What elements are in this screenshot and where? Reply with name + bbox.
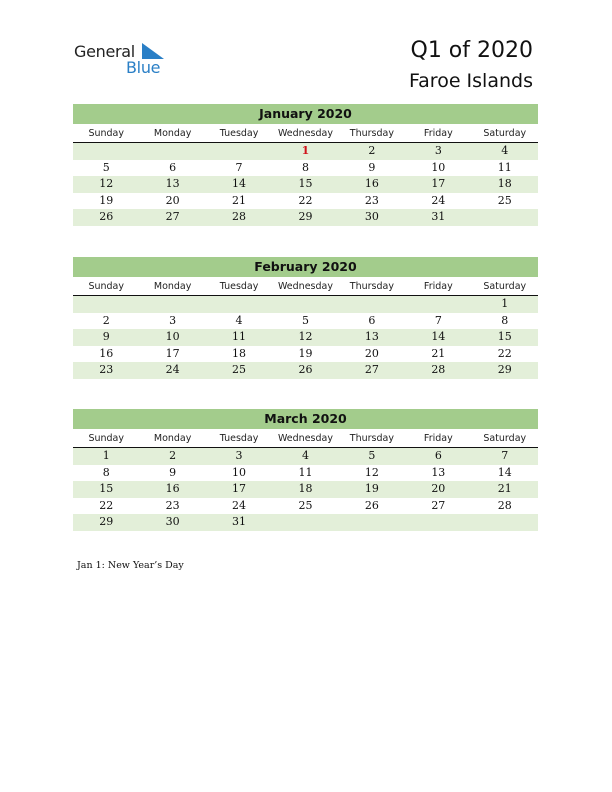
weekday-label: Friday: [423, 281, 453, 292]
day-cell: 6: [368, 313, 376, 327]
day-cell: 9: [368, 160, 376, 174]
day-cell: 14: [232, 177, 247, 190]
weekday-label: Sunday: [88, 433, 124, 444]
month-january: [73, 104, 538, 226]
day-cell: 19: [298, 346, 313, 360]
weekday-label: Sunday: [88, 281, 124, 292]
week-row: [73, 465, 538, 482]
day-cell: 18: [298, 482, 313, 495]
day-cell: 4: [501, 144, 509, 157]
day-cell: 31: [232, 515, 247, 528]
weekday-label: Saturday: [483, 128, 527, 139]
day-cell: 15: [298, 177, 313, 190]
day-cell: [405, 514, 471, 531]
day-cell: 28: [497, 498, 512, 512]
day-cell: 27: [364, 363, 379, 376]
month-title: February 2020: [73, 257, 538, 277]
day-cell: 1: [501, 297, 509, 310]
day-cell: 18: [232, 346, 247, 360]
day-cell: 30: [165, 515, 180, 528]
day-cell: 1: [102, 449, 110, 462]
day-cell: 19: [364, 482, 379, 495]
weekday-label: Monday: [153, 433, 192, 444]
weekday-label: Saturday: [483, 433, 527, 444]
day-cell: [339, 296, 405, 313]
day-cell: 12: [99, 177, 114, 190]
day-cell: 27: [165, 210, 180, 223]
week-row: [73, 313, 538, 330]
day-cell: [405, 296, 471, 313]
week-row: [73, 193, 538, 210]
day-cell: 29: [298, 210, 313, 223]
day-cell: 23: [99, 363, 114, 376]
day-cell: 23: [165, 498, 180, 512]
day-cell: 30: [364, 210, 379, 223]
day-cell: 7: [434, 313, 442, 327]
day-cell: [206, 143, 272, 160]
day-cell: 25: [497, 193, 512, 207]
day-cell: 10: [232, 465, 247, 479]
day-cell: 5: [102, 160, 110, 174]
day-cell: 11: [497, 160, 512, 174]
weekday-label: Tuesday: [219, 433, 259, 444]
day-cell: [206, 296, 272, 313]
day-cell: 22: [99, 498, 114, 512]
weekday-label: Tuesday: [219, 281, 259, 292]
day-cell: [472, 514, 538, 531]
weekday-label: Saturday: [483, 281, 527, 292]
day-cell: 29: [497, 363, 512, 376]
weekday-label: Monday: [153, 281, 192, 292]
day-cell: 20: [364, 346, 379, 360]
week-row: [73, 329, 538, 346]
day-cell: 10: [431, 160, 446, 174]
day-cell: 12: [364, 465, 379, 479]
weekday-label: Wednesday: [277, 433, 333, 444]
day-cell: 15: [99, 482, 114, 495]
week-row: [73, 160, 538, 177]
weekday-label: Wednesday: [277, 281, 333, 292]
day-cell: 8: [102, 465, 110, 479]
day-cell: 9: [102, 330, 110, 343]
day-cell: 24: [431, 193, 446, 207]
day-cell: 6: [169, 160, 177, 174]
weekday-label: Thursday: [349, 433, 394, 444]
day-cell: 21: [497, 482, 512, 495]
weekday-label: Friday: [423, 433, 453, 444]
day-cell: 27: [431, 498, 446, 512]
holiday-note: Jan 1: New Year’s Day: [77, 560, 184, 571]
day-cell: 20: [431, 482, 446, 495]
week-row: [73, 346, 538, 363]
brand-name-blue: Blue: [126, 58, 161, 77]
day-cell: 26: [99, 210, 114, 223]
day-cell: 3: [235, 449, 243, 462]
weekday-label: Sunday: [88, 128, 124, 139]
day-cell: [339, 514, 405, 531]
month-title: March 2020: [73, 409, 538, 429]
day-cell: 16: [165, 482, 180, 495]
week-row: [73, 176, 538, 193]
day-cell: [272, 296, 338, 313]
month-march: [73, 409, 538, 531]
day-cell: 7: [501, 449, 509, 462]
day-cell: 26: [298, 363, 313, 376]
day-cell: 2: [102, 313, 110, 327]
day-cell: 24: [165, 363, 180, 376]
weekday-label: Thursday: [349, 128, 394, 139]
day-cell: 3: [169, 313, 177, 327]
day-cell: 13: [364, 330, 379, 343]
day-cell: 29: [99, 515, 114, 528]
holiday-day-cell: 1: [301, 144, 310, 157]
weekday-label: Thursday: [349, 281, 394, 292]
day-cell: 24: [232, 498, 247, 512]
day-cell: [139, 143, 205, 160]
day-cell: [73, 296, 139, 313]
day-cell: 8: [501, 313, 509, 327]
day-cell: 2: [368, 144, 376, 157]
week-row: [73, 498, 538, 515]
month-title: January 2020: [73, 104, 538, 124]
weekday-label: Wednesday: [277, 128, 333, 139]
day-cell: 17: [165, 346, 180, 360]
day-cell: 22: [497, 346, 512, 360]
day-cell: 28: [431, 363, 446, 376]
day-cell: 31: [431, 210, 446, 223]
day-cell: 11: [298, 465, 313, 479]
weekday-label: Monday: [153, 128, 192, 139]
day-cell: 4: [235, 313, 243, 327]
page-title: Q1 of 2020: [410, 38, 533, 63]
day-cell: 8: [301, 160, 309, 174]
day-cell: 25: [298, 498, 313, 512]
week-row: [73, 362, 538, 379]
day-cell: 9: [169, 465, 177, 479]
weekday-header-row: [73, 431, 538, 448]
day-cell: 25: [232, 363, 247, 376]
day-cell: 19: [99, 193, 114, 207]
day-cell: 17: [431, 177, 446, 190]
day-cell: 16: [364, 177, 379, 190]
day-cell: 21: [431, 346, 446, 360]
day-cell: 23: [364, 193, 379, 207]
brand-triangle-icon: [142, 43, 164, 59]
day-cell: 20: [165, 193, 180, 207]
day-cell: 13: [431, 465, 446, 479]
brand-logo: [74, 42, 174, 78]
weekday-label: Tuesday: [219, 128, 259, 139]
week-row: [73, 481, 538, 498]
day-cell: 16: [99, 346, 114, 360]
brand-name-general: General: [74, 42, 135, 61]
month-february: [73, 257, 538, 379]
day-cell: 6: [434, 449, 442, 462]
day-cell: [272, 514, 338, 531]
week-row: [73, 514, 538, 531]
weekday-label: Friday: [423, 128, 453, 139]
day-cell: 26: [364, 498, 379, 512]
day-cell: 13: [165, 177, 180, 190]
day-cell: 5: [301, 313, 309, 327]
day-cell: 17: [232, 482, 247, 495]
page-subtitle: Faroe Islands: [408, 70, 533, 92]
day-cell: [73, 143, 139, 160]
day-cell: 28: [232, 210, 247, 223]
week-row: [73, 296, 538, 313]
week-row: [73, 448, 538, 465]
day-cell: 3: [434, 144, 442, 157]
week-row: [73, 209, 538, 226]
day-cell: 12: [298, 330, 313, 343]
day-cell: 5: [368, 449, 376, 462]
day-cell: 14: [497, 465, 512, 479]
day-cell: 10: [165, 330, 180, 343]
day-cell: 14: [431, 330, 446, 343]
day-cell: 11: [232, 330, 247, 343]
week-row: [73, 143, 538, 160]
day-cell: 7: [235, 160, 243, 174]
day-cell: [139, 296, 205, 313]
day-cell: 22: [298, 193, 313, 207]
weekday-header-row: [73, 279, 538, 296]
day-cell: 21: [232, 193, 247, 207]
day-cell: 15: [497, 330, 512, 343]
day-cell: 4: [301, 449, 309, 462]
day-cell: [472, 209, 538, 226]
day-cell: 2: [169, 449, 177, 462]
day-cell: 18: [497, 177, 512, 190]
weekday-header-row: [73, 126, 538, 143]
